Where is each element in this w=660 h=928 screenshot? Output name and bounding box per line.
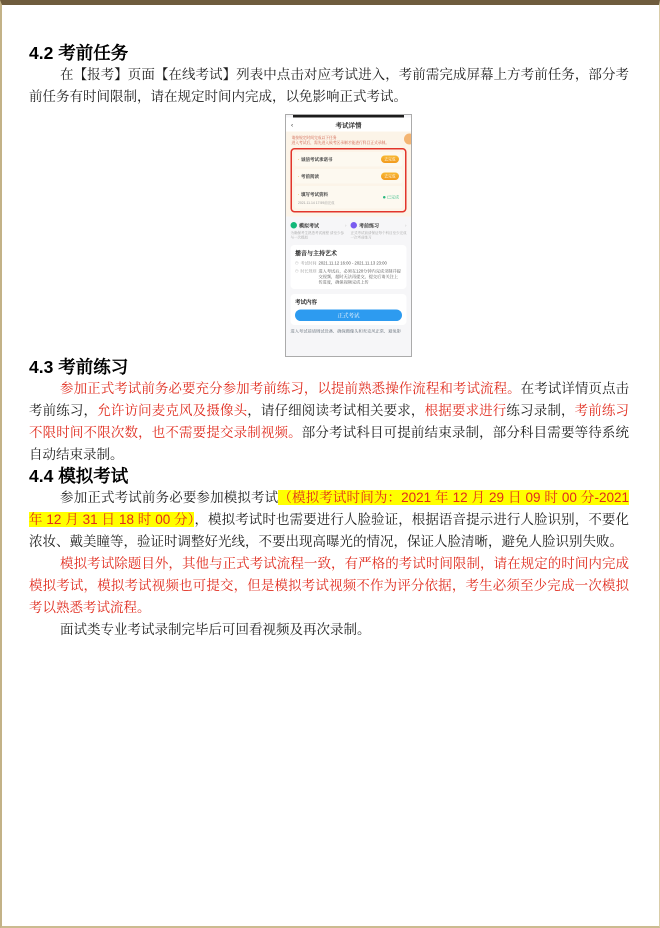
text-segment: ，请仔细阅读考试相关要求， — [247, 403, 425, 418]
card-label: 模拟考试 — [299, 223, 319, 229]
task-label-text: 考前阅读 — [301, 174, 320, 179]
todo-badge: 去完成 — [381, 156, 399, 164]
text-segment: 考前练习不限时间不限次数，也不需要提交录制视频。 — [29, 403, 630, 440]
row-value: 进入考试后，必须在120分钟内完成录制并提交视频，超时无法再提交，提交后请关注上传进度，确保视频完成上传 — [318, 268, 401, 285]
card-desc: 正式考试前请保证每个科目至少完成一次考前练习 — [350, 231, 407, 240]
quick-cards — [291, 222, 407, 241]
chevron-right-icon: › — [405, 222, 407, 228]
task-deadline: 2021.11.14 17:59前完成 — [298, 201, 335, 205]
phone-footer-text: 进入考试前请调试设备，确保摄像头和麦克风正常，避免影 — [290, 328, 402, 333]
completed-dot-icon — [383, 196, 386, 199]
card-pre-exam-practice — [351, 222, 407, 241]
clock-icon: ◷ — [295, 260, 299, 265]
card-simulated-exam — [291, 222, 347, 241]
exam-content-title: 考试内容 — [295, 299, 317, 306]
section-44-paragraph-3: 面试类专业考试录制完毕后可回看视频及再次录制。 — [60, 622, 371, 637]
clock-icon: ◷ — [295, 268, 299, 273]
notice-line: 进入考试后，需先进入候考区录制才能进行科目正式录制。 — [291, 140, 389, 145]
text-segment: ，模拟考试时也需要进行人脸验证，根据语音提示进行人脸识别，不要化浓妆、戴美瞳等，验证时调整好光线，不要出现高曝光的情况，保证人脸清晰，避免人脸识别失败。 — [29, 512, 629, 549]
text-segment: 参加正式考试前务必要充分参加考前练习，以提前熟悉操作流程和考试流程。 — [60, 381, 521, 396]
task-label — [298, 156, 333, 163]
bullet-icon: · — [298, 157, 300, 162]
card-label: 考前练习 — [359, 223, 379, 229]
section-44-paragraph-2 — [29, 553, 629, 619]
card-head — [351, 222, 407, 230]
subject-card — [291, 245, 407, 289]
section-heading-44: 4.4 模拟考试 — [29, 466, 129, 486]
phone-header — [286, 118, 411, 132]
task-label-text: 填写考试资料 — [301, 192, 329, 197]
card-desc: 为确保考生熟悉考试流程 请至少参与一次模拟 — [290, 231, 344, 240]
task-row-commitment — [295, 152, 403, 167]
section-heading-42: 4.2 考前任务 — [29, 43, 129, 63]
section-heading-43: 4.3 考前练习 — [29, 357, 129, 377]
task-label-text: 诚信考试承诺书 — [301, 157, 333, 162]
pre-exam-task-section — [286, 132, 411, 217]
task-label — [298, 173, 319, 180]
text-segment: 允许访问麦克风及摄像头 — [97, 403, 248, 418]
bullet-icon: · — [298, 174, 300, 179]
text-segment: 参加正式考试前务必要参加模拟考试 — [60, 490, 279, 505]
exam-details-screenshot — [285, 114, 412, 357]
task-row-reading — [295, 169, 403, 184]
practice-icon — [351, 222, 358, 229]
task-row-fill-info — [295, 186, 403, 209]
row-label: 考试时间 — [300, 261, 317, 266]
row-value: 2021.11.12 16:00 - 2021.11.13 23:00 — [318, 260, 387, 266]
text-segment: 部分考试科目可提前结束录制，部分科目需要等待系统自动结束录制。 — [29, 425, 630, 462]
subject-row-time — [295, 261, 402, 267]
task-main — [298, 190, 334, 206]
text-segment: （模拟考试时间为：2021 年 12 月 29 日 09 时 00 分-2021 年 12 月 31 日 18 时 00 分） — [29, 490, 630, 527]
chevron-right-icon: › — [345, 222, 347, 228]
formal-exam-button: 正式考试 — [295, 310, 402, 322]
subject-title: 播音与主持艺术 — [295, 250, 338, 257]
section-42-paragraph: 在【报考】页面【在线考试】列表中点击对应考试进入，考前需完成屏幕上方考前任务，部分考前任务有时间限制，请在规定时间内完成，以免影响正式考试。 — [29, 67, 629, 104]
phone-screen — [286, 115, 411, 356]
text-segment: 根据要求进行 — [424, 403, 507, 418]
notice-text — [291, 135, 407, 149]
exam-content-card — [291, 294, 407, 325]
done-badge — [383, 195, 399, 201]
done-badge-text: 已完成 — [387, 195, 399, 200]
task-label — [298, 192, 328, 197]
row-label: 时长规则 — [300, 269, 317, 274]
phone-page-title: 考试详情 — [335, 121, 362, 129]
notice-line: 请按规定时间完成以下任务 — [291, 135, 337, 140]
pre-exam-task-box — [291, 148, 407, 213]
section-43-paragraph — [29, 378, 629, 466]
subject-row-rule — [295, 269, 402, 286]
simulated-exam-icon — [291, 222, 298, 229]
text-segment: 练习录制， — [506, 403, 575, 418]
card-head — [291, 222, 347, 230]
back-icon: ‹ — [291, 121, 294, 129]
bullet-icon: · — [298, 192, 300, 197]
text-segment: 模拟考试除题目外，其他与正式考试流程一致，有严格的考试时间限制，请在规定的时间内完成模拟考试，模拟考试视频也可提交，但是模拟考试视频不作为评分依据，考生必须至少完成一次模拟考以熟悉考试流程。 — [29, 556, 629, 615]
text-segment: 在考试详情页点击考前练习， — [29, 381, 630, 418]
todo-badge: 去完成 — [381, 173, 399, 181]
section-44-paragraph-1 — [29, 487, 629, 553]
